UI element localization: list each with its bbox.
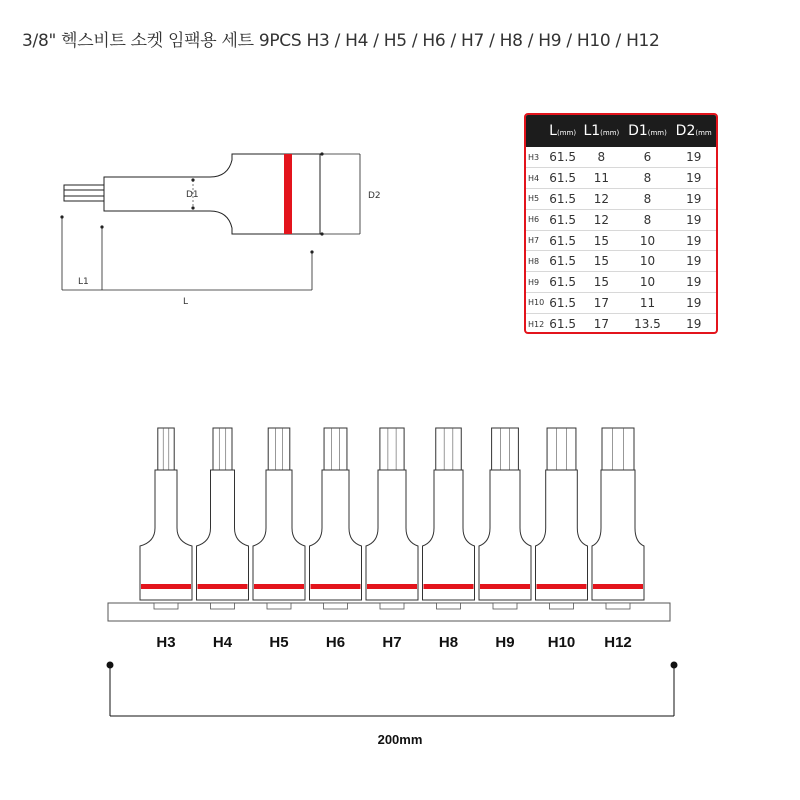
socket-bit-h7 [366, 428, 418, 609]
hex-tip [602, 428, 634, 470]
table-row: H8 61.5 15 10 19 [526, 251, 716, 272]
rail-clip [550, 603, 574, 609]
hex-tip [213, 428, 232, 470]
table-row: H10 61.5 17 11 19 [526, 293, 716, 314]
rail-clip [493, 603, 517, 609]
rail-clip [267, 603, 291, 609]
bit-size-label: H5 [269, 634, 289, 651]
socket-bit-h5 [253, 428, 305, 609]
red-band-mark [284, 154, 292, 234]
rail-clip [437, 603, 461, 609]
table-row: H5 61.5 12 8 19 [526, 189, 716, 210]
red-band [367, 584, 417, 589]
red-band [480, 584, 530, 589]
rail-clip [606, 603, 630, 609]
socket-bit-h10 [536, 428, 588, 609]
red-band [311, 584, 361, 589]
bit-size-label: H12 [604, 634, 632, 651]
header-l1: L1(mm) [583, 123, 620, 139]
socket-body [253, 470, 305, 600]
socket-body [423, 470, 475, 600]
header-l: L(mm) [549, 123, 577, 139]
dimension-endpoint [107, 662, 114, 669]
d2-label: D2 [368, 191, 381, 201]
l-label: L [183, 297, 189, 307]
rail-clip [211, 603, 235, 609]
spec-table [524, 113, 718, 334]
red-band [537, 584, 587, 589]
table-row: H6 61.5 12 8 19 [526, 209, 716, 230]
socket-body [197, 470, 249, 600]
hex-tip [158, 428, 174, 470]
total-length-dimension [110, 665, 674, 716]
rail-clip [324, 603, 348, 609]
header-d1: D1(mm) [628, 123, 667, 139]
bit-size-label: H10 [547, 634, 576, 651]
table-row: H4 61.5 11 8 19 [526, 168, 716, 189]
hex-tip [324, 428, 347, 470]
l1-label: L1 [78, 277, 89, 287]
hex-tip [492, 428, 519, 470]
socket-body [140, 470, 192, 600]
bit-size-label: H6 [325, 634, 346, 651]
socket-body [366, 470, 418, 600]
socket-body [592, 470, 644, 600]
bit-size-label: H3 [156, 634, 176, 651]
socket-bit-h12 [592, 428, 644, 609]
hex-tip [380, 428, 404, 470]
bit-size-label: H4 [212, 634, 233, 651]
hex-tip [547, 428, 576, 470]
red-band [424, 584, 474, 589]
red-band [593, 584, 643, 589]
hex-tip [268, 428, 290, 470]
total-length-label: 200mm [377, 732, 423, 747]
hex-tip-outline [64, 185, 104, 201]
header-size [526, 115, 546, 147]
socket-bit-h8 [423, 428, 475, 609]
header-d2: D2(mm [675, 123, 712, 139]
rail-clip [380, 603, 404, 609]
spec-header-row [526, 115, 716, 147]
socket-body [479, 470, 531, 600]
socket-body [310, 470, 362, 600]
bit-size-label: H9 [495, 634, 515, 651]
socket-body [536, 470, 588, 600]
table-row: H3 61.5 8 6 19 [526, 147, 716, 168]
bit-size-label: H8 [438, 634, 459, 651]
page-title: 3/8" 헥스비트 소켓 임팩용 세트 9PCS H3 / H4 / H5 / H6 / H7 / H8 / H9 / H10 / H12 [22, 31, 660, 51]
table-row: H12 61.5 17 13.5 19 [528, 317, 702, 332]
socket-bit-h3 [140, 428, 192, 609]
dimension-endpoint [671, 662, 678, 669]
socket-bit-h9 [479, 428, 531, 609]
table-row: H9 61.5 15 10 19 [526, 272, 716, 293]
d1-label: D1 [186, 190, 199, 200]
red-band [198, 584, 248, 589]
red-band [254, 584, 304, 589]
red-band [141, 584, 191, 589]
socket-bit-h6 [310, 428, 362, 609]
rail-clip [154, 603, 178, 609]
hex-tip [436, 428, 462, 470]
socket-bit-h4 [197, 428, 249, 609]
table-row: H7 61.5 15 10 19 [526, 230, 716, 251]
bit-size-label: H7 [382, 634, 402, 651]
